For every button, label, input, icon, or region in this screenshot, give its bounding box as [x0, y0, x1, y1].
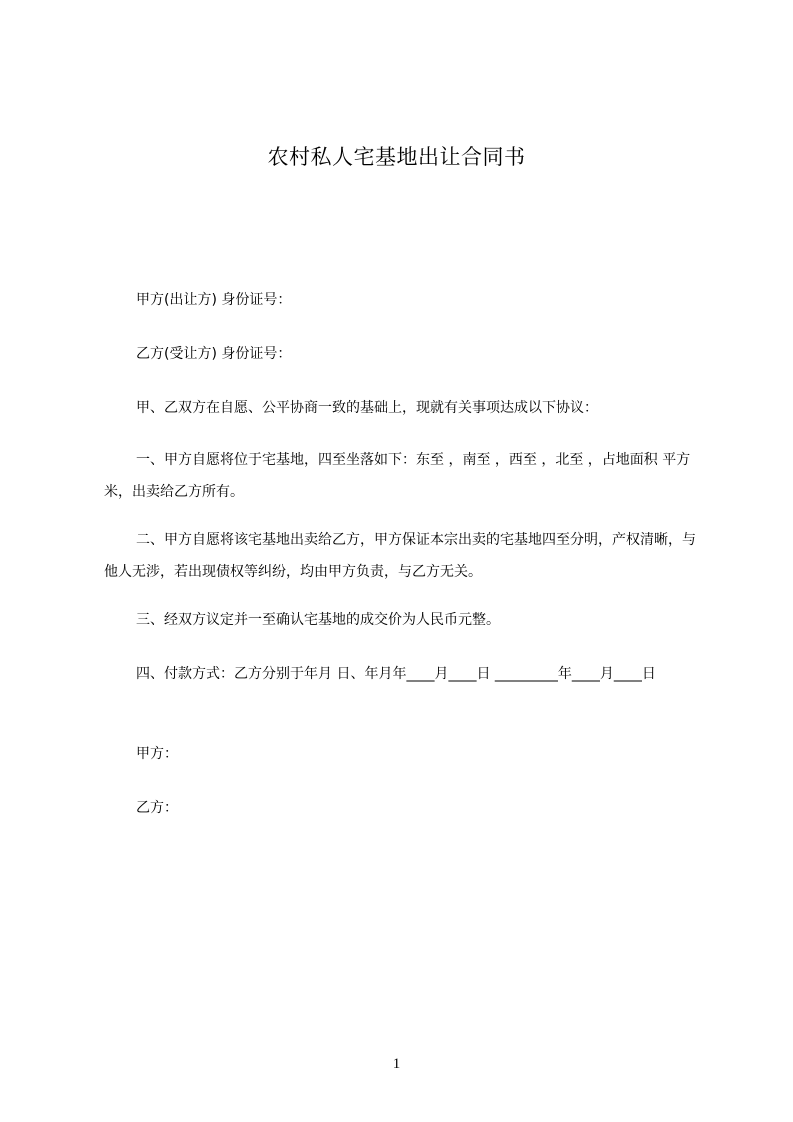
- clause-3-paragraph: 三、经双方议定并一至确认宅基地的成交价为人民币元整。: [136, 612, 500, 628]
- document-title: 农村私人宅基地出让合同书: [267, 145, 526, 169]
- party-a-id-line: 甲方(出让方) 身份证号：: [136, 292, 292, 308]
- clause-1-paragraph: 一、甲方自愿将位于宅基地，四至坐落如下：东至 ，南至 ，西至 ，北至 ，占地面积 平方米，出卖给乙方所有。: [104, 452, 691, 500]
- clause-2-paragraph: 二、甲方自愿将该宅基地出卖给乙方，甲方保证本宗出卖的宅基地四至分明，产权清晰，与他人无涉，若出现债权等纠纷，均由甲方负责，与乙方无关。: [104, 532, 696, 580]
- page-number: 1: [392, 1056, 401, 1072]
- preamble-paragraph: 甲、乙双方在自愿、公平协商一致的基础上，现就有关事项达成以下协议：: [136, 400, 598, 416]
- party-b-id-line: 乙方(受让方) 身份证号：: [136, 346, 292, 362]
- signature-party-a: 甲方：: [136, 746, 178, 762]
- clause-4-paragraph: 四、付款方式：乙方分别于年月 日、年月年____月____日 _________年____月____日: [136, 666, 656, 682]
- signature-party-b: 乙方：: [136, 800, 178, 816]
